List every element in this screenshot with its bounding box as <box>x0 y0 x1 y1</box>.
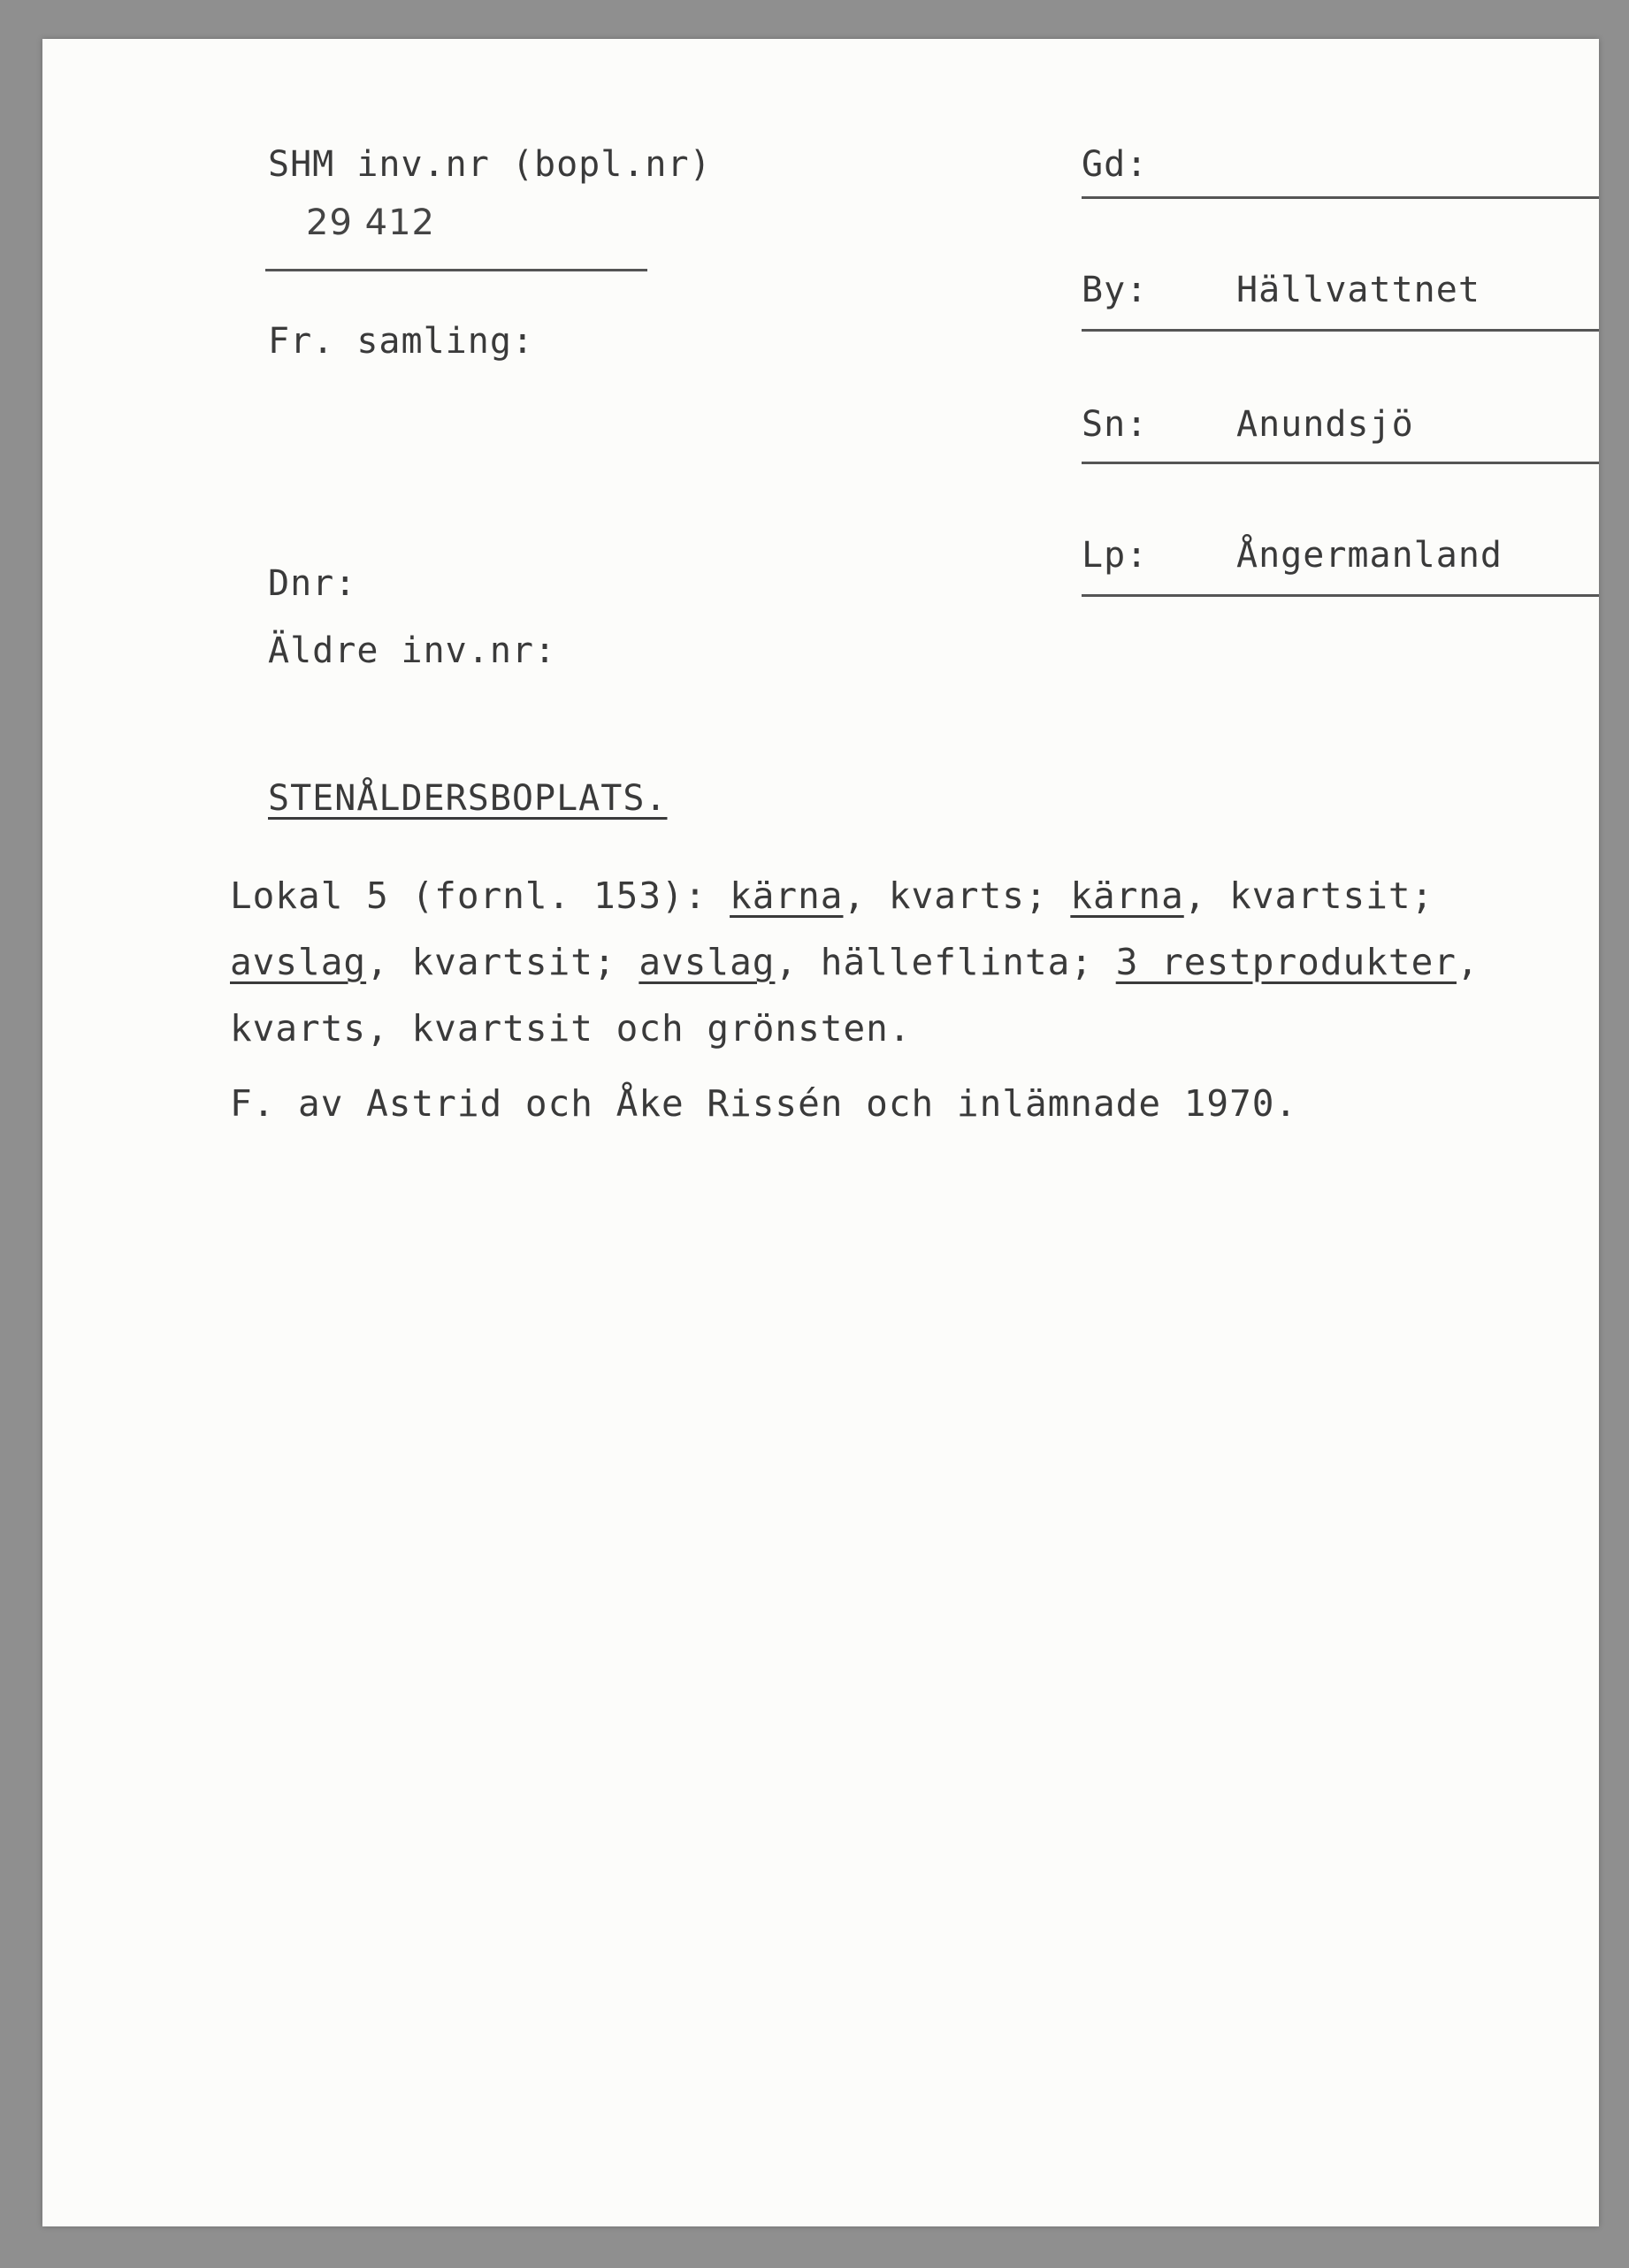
line2-term-avslag-2: avslag <box>639 941 776 983</box>
line2-term-restprodukter: 3 restprodukter <box>1115 941 1457 983</box>
lp-label: Lp: <box>1082 535 1149 576</box>
gd-label: Gd: <box>1082 144 1149 185</box>
by-value: Hällvattnet <box>1236 270 1480 310</box>
by-label: By: <box>1082 270 1149 310</box>
description-line-1 <box>230 874 1434 917</box>
description-line-3: kvarts, kvartsit och grönsten. <box>230 1007 912 1050</box>
line1-term-karna-2: kärna <box>1070 874 1184 917</box>
line2-term-avslag-1: avslag <box>230 941 367 983</box>
dnr-label: Dnr: <box>268 563 357 604</box>
lp-value: Ångermanland <box>1236 535 1503 576</box>
by-rule <box>1082 329 1599 332</box>
line2-part-b: , kvartsit; <box>366 941 639 983</box>
inventory-number-value: 29 412 <box>306 202 435 243</box>
inventory-number-label: SHM inv.nr (bopl.nr) <box>268 144 712 185</box>
aldre-inv-label: Äldre inv.nr: <box>268 630 557 671</box>
catalog-card <box>42 39 1599 2226</box>
gd-rule <box>1082 196 1599 199</box>
description-line-4: F. av Astrid och Åke Rissén och inlämnade 1970. <box>230 1082 1298 1125</box>
sn-label: Sn: <box>1082 404 1149 445</box>
line2-part-d: , hälleflinta; <box>775 941 1116 983</box>
line1-part-a: Lokal 5 (fornl. 153): <box>230 874 730 917</box>
sn-value: Anundsjö <box>1236 404 1414 445</box>
line2-part-f: , <box>1456 941 1480 983</box>
inventory-number-rule <box>265 269 647 271</box>
sn-rule <box>1082 462 1599 464</box>
description-line-2 <box>230 941 1480 983</box>
line1-part-c: , kvarts; <box>843 874 1071 917</box>
fr-samling-label: Fr. samling: <box>268 321 534 362</box>
line1-part-e: , kvartsit; <box>1183 874 1434 917</box>
line1-term-karna-1: kärna <box>730 874 844 917</box>
lp-rule <box>1082 594 1599 597</box>
category-heading: STENÅLDERSBOPLATS. <box>268 778 668 819</box>
